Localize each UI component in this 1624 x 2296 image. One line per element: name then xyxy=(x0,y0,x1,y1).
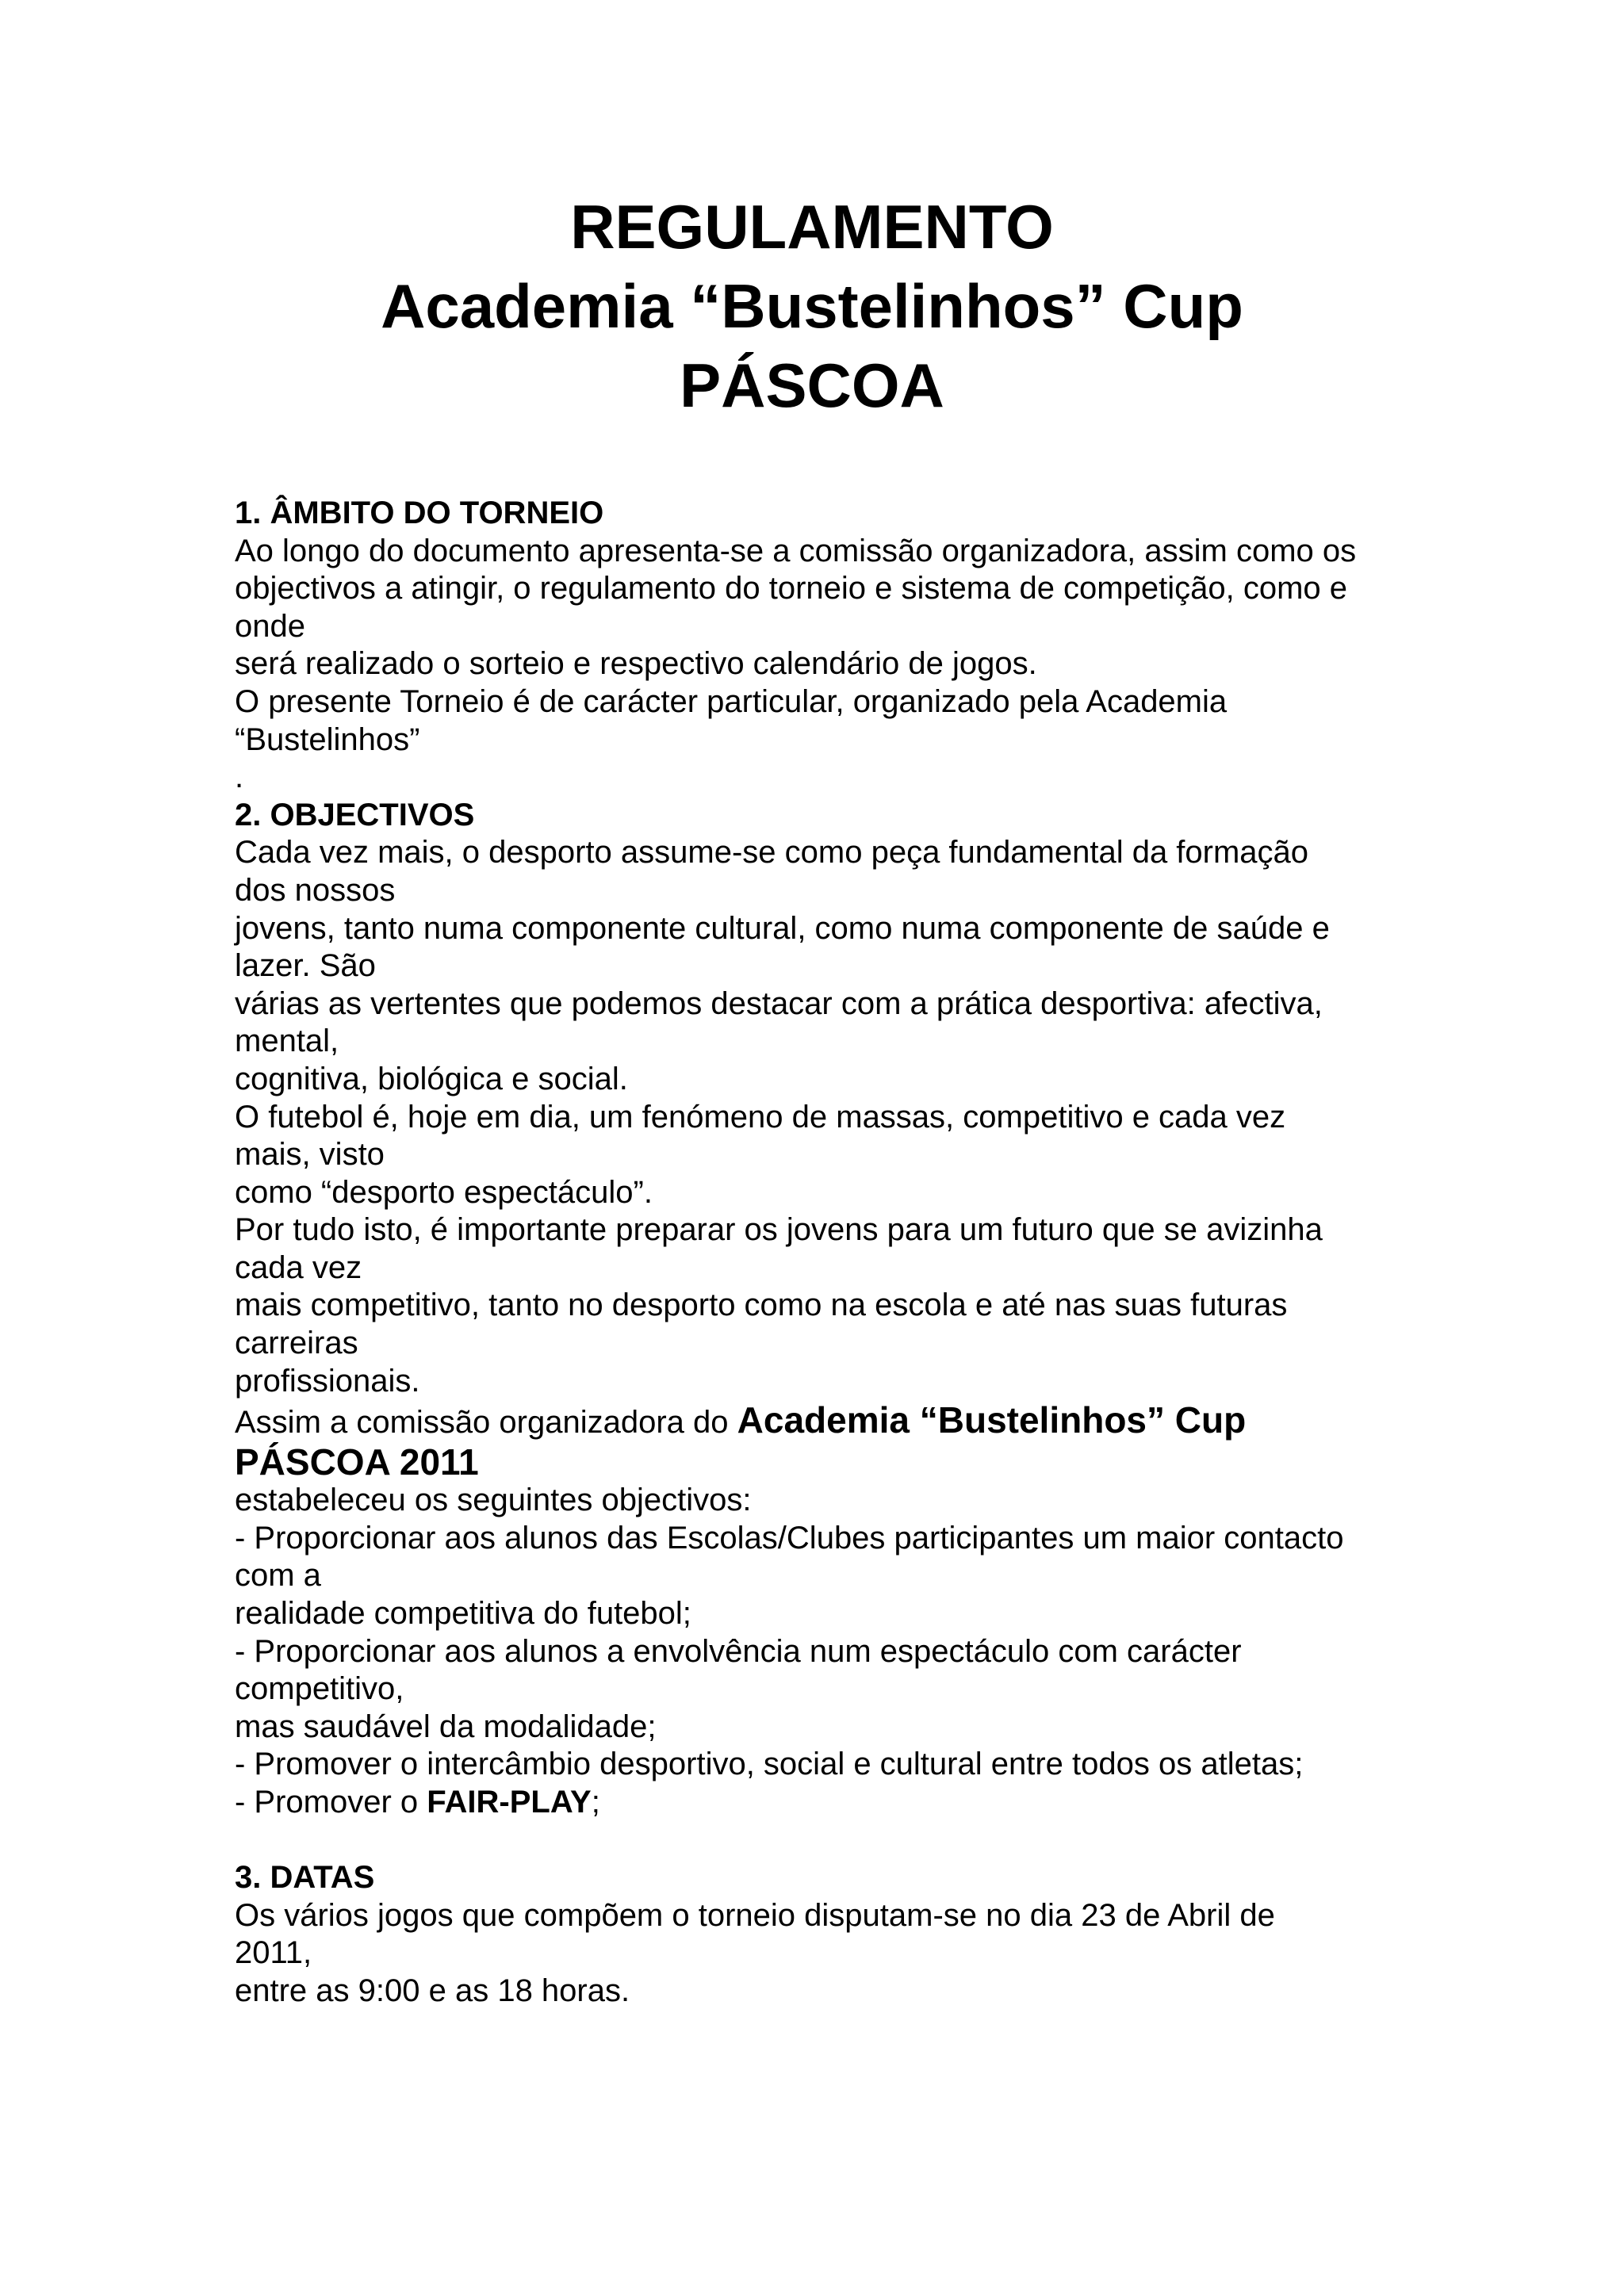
paragraph-line: Por tudo isto, é importante preparar os jovens para um futuro que se avizinha xyxy=(235,1212,1323,1248)
section-3-heading: 3. DATAS xyxy=(235,1860,375,1896)
title-line-2: Academia “Bustelinhos” Cup xyxy=(381,271,1243,341)
paragraph-line: dos nossos xyxy=(235,872,396,908)
paragraph-line: cognitiva, biológica e social. xyxy=(235,1061,628,1096)
assim-event-year: PÁSCOA 2011 xyxy=(235,1441,479,1483)
paragraph-line: mas saudável da modalidade; xyxy=(235,1709,657,1744)
paragraph-line: lazer. São xyxy=(235,948,376,984)
paragraph-line: como “desporto espectáculo”. xyxy=(235,1174,653,1210)
section-1-heading: 1. ÂMBITO DO TORNEIO xyxy=(235,496,604,530)
paragraph-line: cada vez xyxy=(235,1249,362,1285)
list-item: - Proporcionar aos alunos a envolvência num espectáculo com carácter xyxy=(235,1633,1242,1669)
blank-line xyxy=(235,1822,1472,1860)
paragraph-line: . xyxy=(235,760,244,795)
paragraph-line: várias as vertentes que podemos destacar com a prática desportiva: afectiva, xyxy=(235,985,1323,1021)
paragraph-line: mais competitivo, tanto no desporto como na escola e até nas suas futuras xyxy=(235,1288,1288,1323)
title-line-3: PÁSCOA xyxy=(680,350,944,420)
assim-prefix: Assim a comissão organizadora do xyxy=(235,1405,737,1441)
paragraph-line: carreiras xyxy=(235,1326,358,1361)
paragraph-line: jovens, tanto numa componente cultural, como numa componente de saúde e xyxy=(235,910,1330,946)
paragraph-line: onde xyxy=(235,608,305,644)
paragraph-line: mental, xyxy=(235,1024,339,1059)
section-2-heading: 2. OBJECTIVOS xyxy=(235,797,475,832)
paragraph-line: objectivos a atingir, o regulamento do torneio e sistema de competição, como e xyxy=(235,571,1348,607)
fairplay-prefix: - Promover o xyxy=(235,1785,427,1820)
paragraph-line: competitivo, xyxy=(235,1671,404,1707)
paragraph-line: O futebol é, hoje em dia, um fenómeno de massas, competitivo e cada vez xyxy=(235,1099,1286,1135)
paragraph-line: O presente Torneio é de carácter particular, organizado pela Academia xyxy=(235,683,1228,719)
list-item: - Promover o intercâmbio desportivo, social e cultural entre todos os atletas; xyxy=(235,1747,1304,1782)
paragraph-line: 2011, xyxy=(235,1935,312,1971)
paragraph-line: entre as 9:00 e as 18 horas. xyxy=(235,1973,630,2008)
paragraph-line: “Bustelinhos” xyxy=(235,721,420,757)
paragraph-line: realidade competitiva do futebol; xyxy=(235,1596,691,1632)
paragraph-line: será realizado o sorteio e respectivo calendário de jogos. xyxy=(235,646,1037,682)
paragraph-line: com a xyxy=(235,1558,321,1594)
paragraph-line: estabeleceu os seguintes objectivos: xyxy=(235,1483,752,1518)
paragraph-line: profissionais. xyxy=(235,1363,420,1399)
fairplay-bold: FAIR-PLAY xyxy=(427,1785,592,1820)
list-item-fairplay xyxy=(235,1784,1472,1822)
assim-event-name: Academia “Bustelinhos” Cup xyxy=(737,1399,1247,1441)
paragraph-line: Ao longo do documento apresenta-se a comissão organizadora, assim como os xyxy=(235,533,1357,568)
document-title xyxy=(0,187,1624,425)
fairplay-suffix: ; xyxy=(591,1785,600,1820)
assim-line xyxy=(235,1400,1472,1442)
paragraph-line: Os vários jogos que compõem o torneio disputam-se no dia 23 de Abril de xyxy=(235,1897,1275,1933)
list-item: - Proporcionar aos alunos das Escolas/Clubes participantes um maior contacto xyxy=(235,1520,1344,1556)
document-body xyxy=(235,495,1472,2011)
paragraph-line: Cada vez mais, o desporto assume-se como peça fundamental da formação xyxy=(235,835,1309,871)
paragraph-line: mais, visto xyxy=(235,1137,385,1173)
title-line-1: REGULAMENTO xyxy=(570,192,1054,262)
